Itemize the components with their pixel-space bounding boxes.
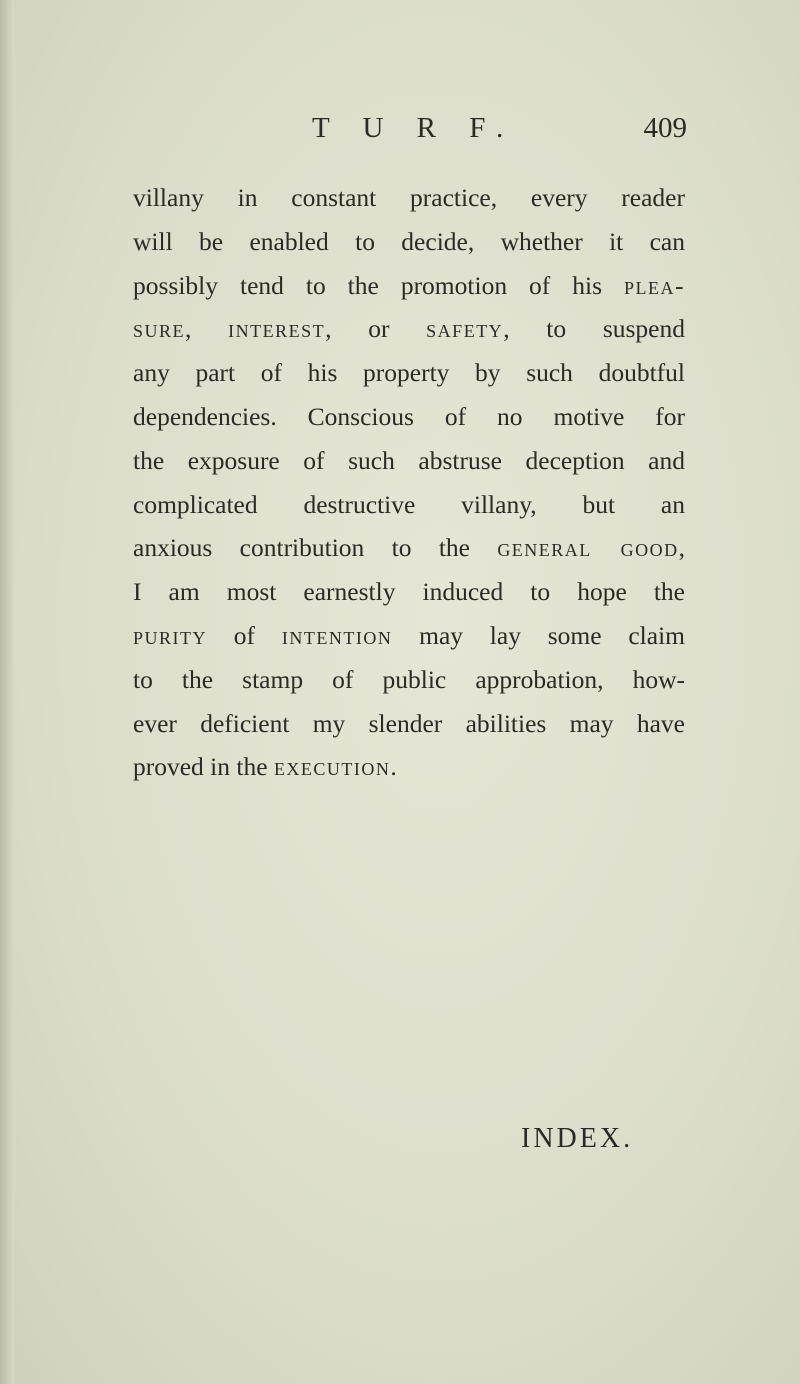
text-run: may lay some claim: [392, 620, 685, 650]
text-run: , to suspend: [503, 314, 685, 344]
catchword: INDEX.: [521, 1123, 634, 1154]
text-run: possibly tend to the promotion of his: [133, 270, 624, 300]
text-run: of: [207, 620, 282, 650]
small-caps-run: execution: [273, 752, 391, 782]
text-line: [133, 307, 685, 351]
text-run: villany in constant practice, every reader: [133, 183, 685, 212]
text-run: anxious contribution to the: [133, 533, 498, 563]
text-line: [133, 658, 685, 702]
running-head: [312, 112, 687, 152]
body-paragraph: [133, 176, 685, 789]
small-caps-run: plea-: [624, 270, 685, 300]
text-line: [133, 439, 685, 483]
text-line: [133, 220, 685, 264]
text-run: I am most earnestly induced to hope the: [133, 577, 685, 607]
text-line: [133, 351, 685, 395]
text-run: the exposure of such abstruse deception and: [133, 445, 685, 475]
text-line: [133, 526, 685, 570]
text-run: proved in the: [133, 752, 274, 782]
small-caps-run: general good: [497, 533, 679, 563]
text-line: [133, 176, 685, 220]
text-run: complicated destructive villany, but an: [133, 489, 685, 519]
small-caps-run: purity: [133, 620, 208, 650]
text-line: [133, 570, 685, 614]
text-run: dependencies. Conscious of no motive for: [133, 401, 685, 431]
small-caps-run: intention: [281, 620, 393, 650]
text-run: ever deficient my slender abilities may have: [133, 708, 685, 738]
text-line: [133, 483, 685, 527]
text-run: .: [390, 752, 397, 782]
text-run: , or: [325, 314, 427, 344]
running-title: T U R F.: [312, 112, 517, 144]
text-line: [133, 395, 685, 439]
text-line: [133, 264, 685, 308]
text-line: [133, 614, 685, 658]
page-gutter-edge: [0, 0, 14, 1384]
page-number: 409: [643, 112, 687, 144]
text-run: will be enabled to decide, whether it can: [133, 226, 685, 256]
text-run: any part of his property by such doubtful: [133, 358, 685, 388]
small-caps-run: sure: [133, 314, 186, 344]
text-run: ,: [678, 533, 686, 563]
small-caps-run: safety: [426, 314, 504, 344]
text-line: [133, 702, 685, 746]
text-run: ,: [185, 314, 229, 344]
text-run: to the stamp of public approbation, how-: [133, 664, 685, 694]
text-line: [133, 745, 685, 789]
small-caps-run: interest: [228, 314, 326, 344]
